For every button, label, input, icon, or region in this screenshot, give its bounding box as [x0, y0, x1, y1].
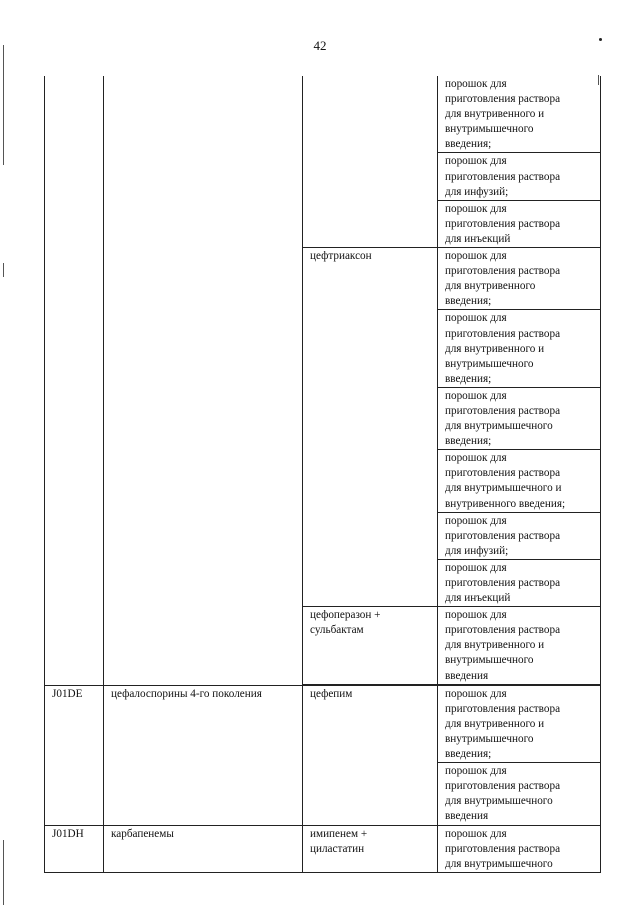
dosage-form-cell: порошок для приготовления раствора для внутривенного и внутримышечного введения [438, 607, 601, 684]
drug-name-cell: цефтриаксон [303, 248, 438, 607]
dosage-form-cell: порошок для приготовления раствора для внутримышечного и внутривенного введения; [438, 450, 601, 512]
atc-code-cell: J01DE [45, 685, 104, 825]
group-name-cell: цефалоспорины 4-го поколения [104, 685, 303, 825]
group-name-cell: карбапенемы [104, 825, 303, 872]
page-number: 42 [313, 38, 327, 53]
dosage-form-cell: порошок для приготовления раствора для внутривенного введения; [438, 248, 601, 310]
dosage-form-cell: порошок для приготовления раствора для инъекций [438, 200, 601, 247]
dosage-form-cell: порошок для приготовления раствора для инфузий; [438, 512, 601, 559]
table-row [45, 76, 601, 153]
dosage-form-cell: порошок для приготовления раствора для инъекций [438, 559, 601, 606]
atc-code-cell: J01DH [45, 825, 104, 872]
scan-artifact-line [3, 263, 4, 277]
scan-artifact-line [3, 840, 4, 905]
drug-name-cell [303, 76, 438, 248]
drug-name-cell: цефоперазон + сульбактам [303, 607, 438, 684]
table-row [45, 685, 601, 762]
dosage-form-cell: порошок для приготовления раствора для внутримышечного введения; [438, 387, 601, 449]
drug-name-cell: имипенем + циластатин [303, 825, 438, 872]
scan-artifact-dot [599, 38, 602, 41]
dosage-form-cell: порошок для приготовления раствора для внутривенного и внутримышечного введения; [438, 76, 601, 153]
table-row [45, 825, 601, 872]
dosage-form-cell: порошок для приготовления раствора для внутримышечного введения [438, 763, 601, 825]
group-name-cell [104, 76, 303, 685]
drug-table [44, 76, 601, 873]
atc-code-cell [45, 76, 104, 685]
drug-name-cell: цефепим [303, 685, 438, 825]
dosage-form-cell: порошок для приготовления раствора для внутривенного и внутримышечного введения; [438, 310, 601, 387]
scan-artifact-line [3, 45, 4, 165]
dosage-form-cell: порошок для приготовления раствора для внутримышечного [438, 825, 601, 872]
dosage-form-cell: порошок для приготовления раствора для инфузий; [438, 153, 601, 200]
dosage-form-cell: порошок для приготовления раствора для внутривенного и внутримышечного введения; [438, 685, 601, 762]
